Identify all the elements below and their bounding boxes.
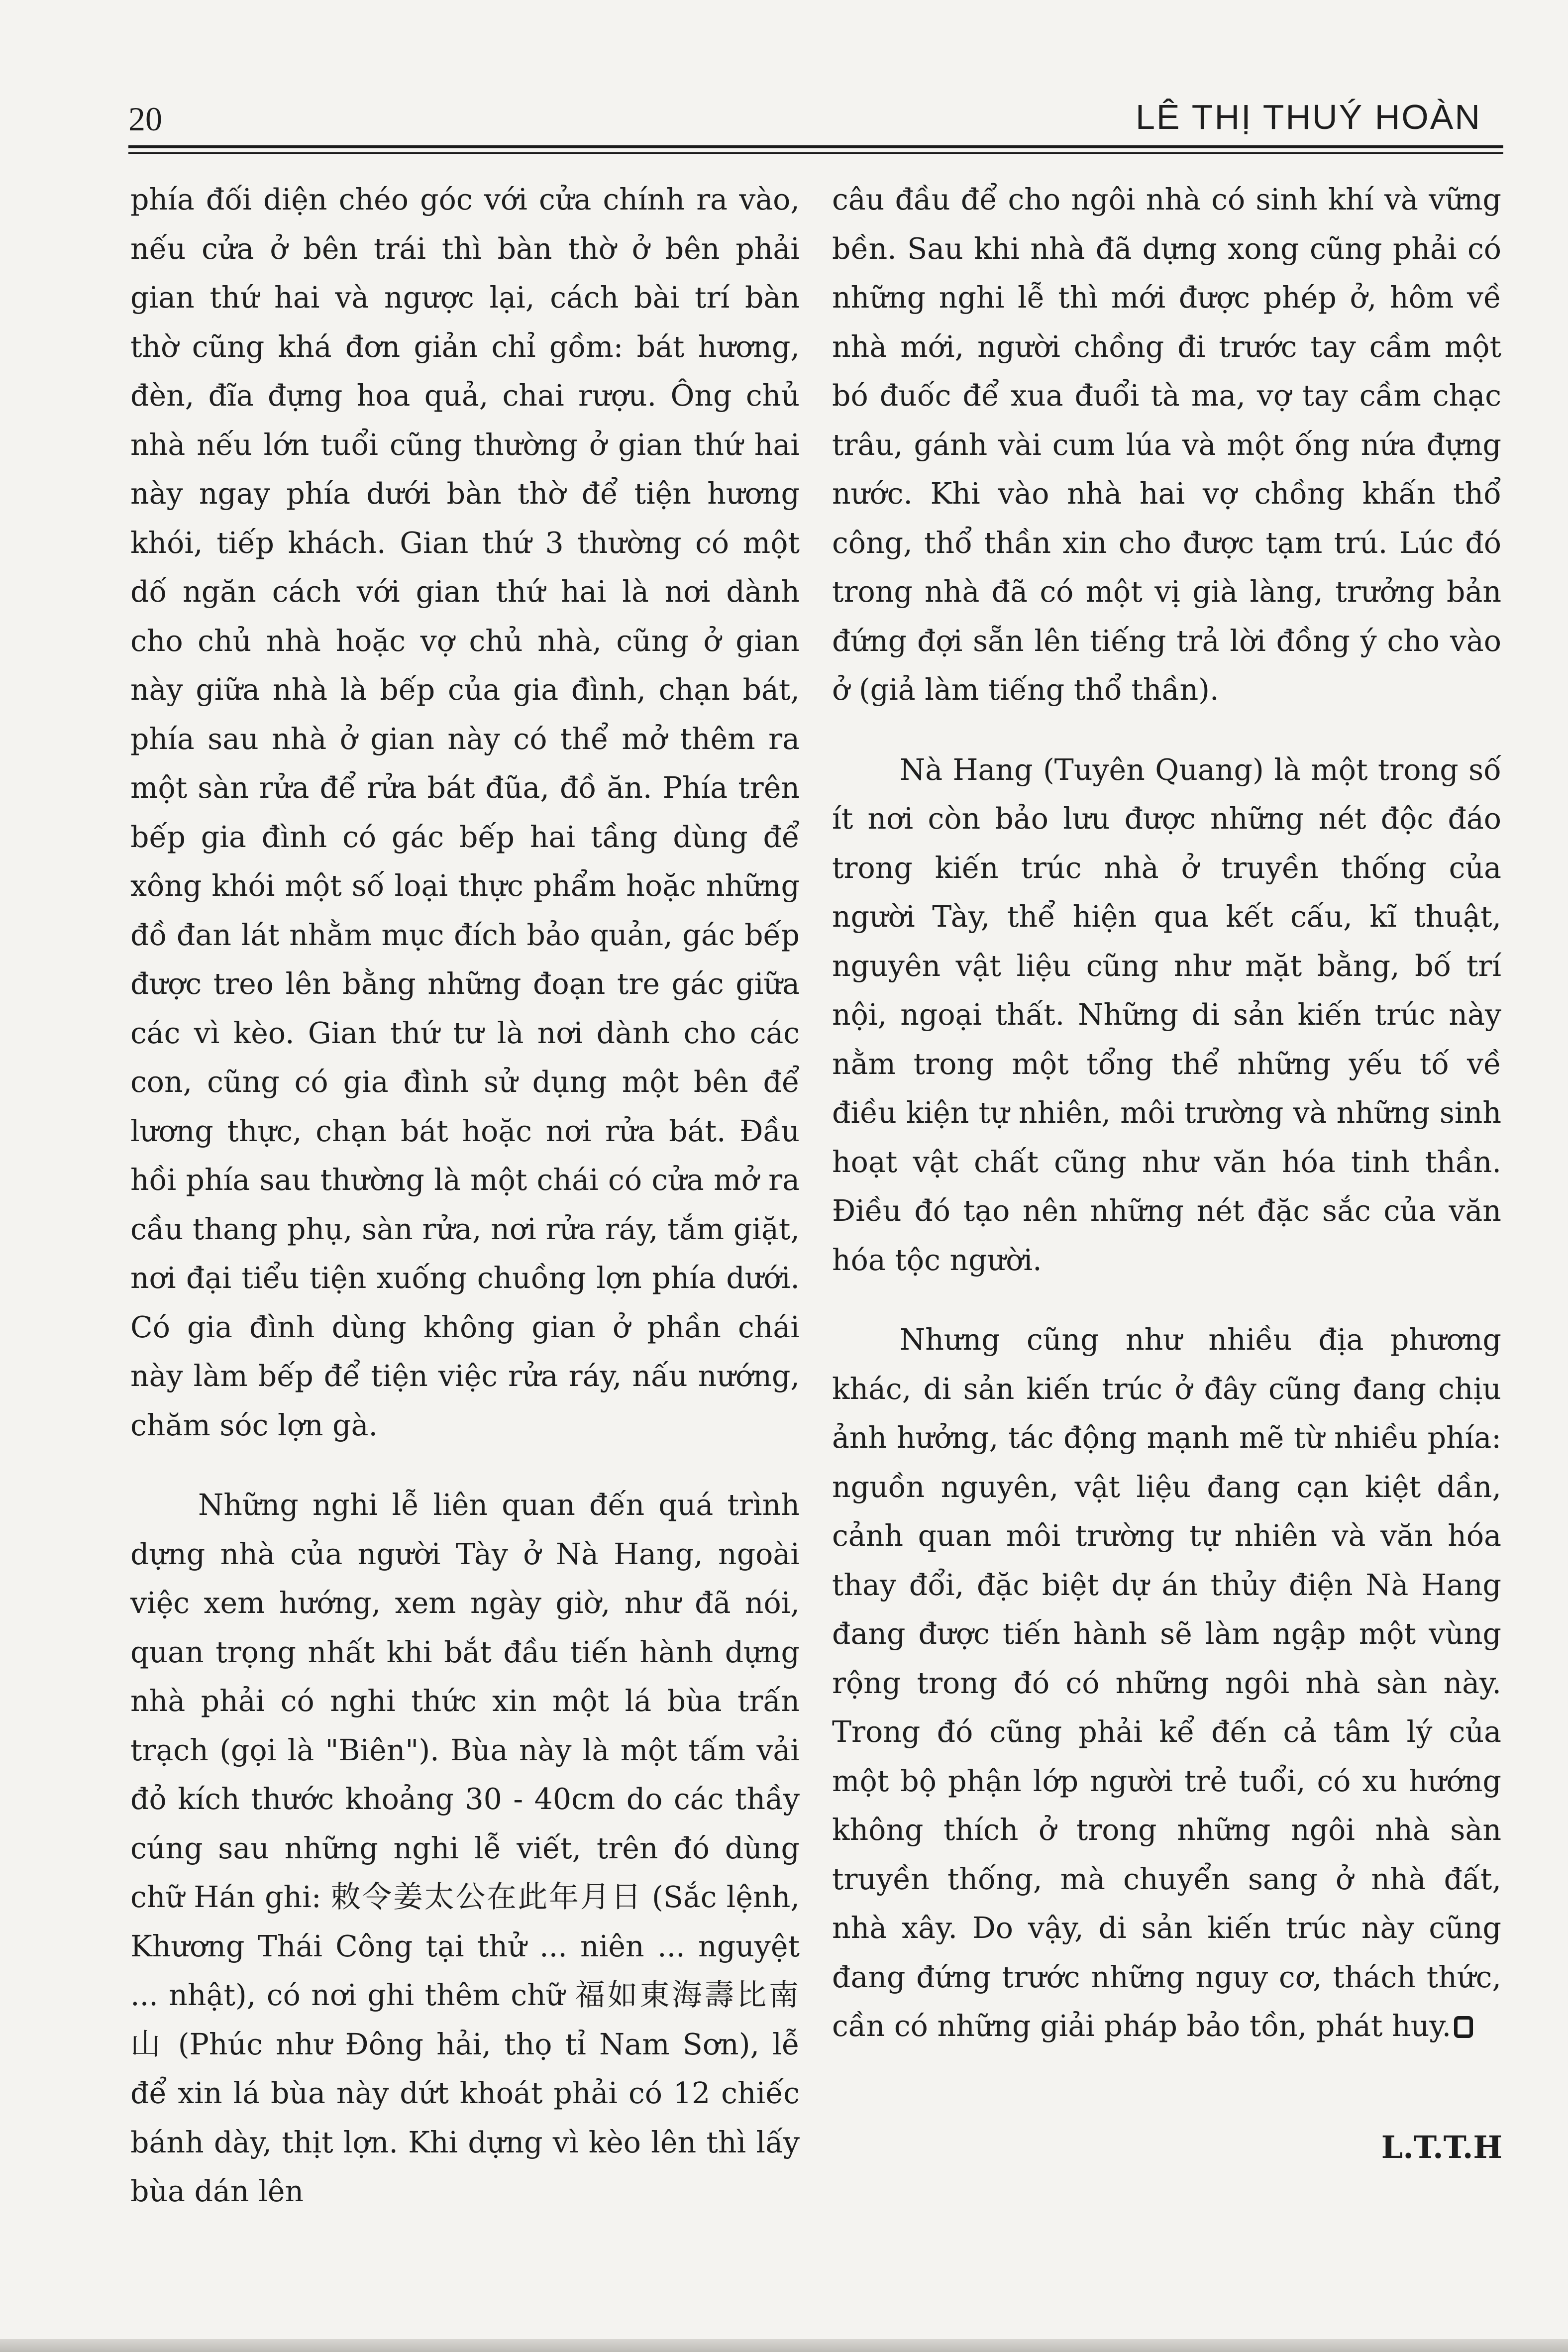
right-column [832,175,1501,2051]
left-paragraph-2-text-a: Những nghi lễ liên quan đến quá trình dựng nhà của người Tày ở Nà Hang, ngoài việc xem hướng, xem ngày giờ, như đã nói, quan trọng nhất khi bắt đầu tiến hành dựng nhà phải có nghi thức xin một lá bùa trấn trạch (gọi là "Biên"). Bùa này là một tấm vải đỏ kích thước khoảng 30 - 40cm do các thầy cúng sau những nghi lễ viết, trên đó dùng chữ Hán ghi: [130,1488,800,1914]
right-paragraph-1: câu đầu để cho ngôi nhà có sinh khí và vững bền. Sau khi nhà đã dựng xong cũng phải có những nghi lễ thì mới được phép ở, hôm về nhà mới, người chồng đi trước tay cầm một bó đuốc để xua đuổi tà ma, vợ tay cầm chạc trâu, gánh vài cum lúa và một ống nứa đựng nước. Khi vào nhà hai vợ chồng khấn thổ công, thổ thần xin cho được tạm trú. Lúc đó trong nhà đã có một vị già làng, trưởng bản đứng đợi sẵn lên tiếng trả lời đồng ý cho vào ở (giả làm tiếng thổ thần). [832,183,1501,707]
right-paragraph-3-text: Nhưng cũng như nhiều địa phương khác, di sản kiến trúc ở đây cũng đang chịu ảnh hưởng, tác động mạnh mẽ từ nhiều phía: nguồn nguyên, vật liệu đang cạn kiệt dần, cảnh quan môi trường tự nhiên và văn hóa thay đổi, đặc biệt dự án thủy điện Nà Hang đang được tiến hành sẽ làm ngập một vùng rộng trong đó có những ngôi nhà sàn này. Trong đó cũng phải kể đến cả tâm lý của một bộ phận lớp người trẻ tuổi, có xu hướng không thích ở trong những ngôi nhà sàn truyền thống, mà chuyển sang ở nhà đất, nhà xây. Do vậy, di sản kiến trúc này cũng đang đứng trước những nguy cơ, thách thức, cần có những giải pháp bảo tồn, phát huy. [832,1323,1501,2043]
left-paragraph-2-text-b: (Sắc lệnh, Khương Thái Công tại thử ... niên ... nguyệt ... nhật), có nơi ghi thêm chữ [130,1880,800,2012]
chinese-inscription-1: 敕令姜太公在此年月日 [330,1880,642,1915]
running-head-author: LÊ THỊ THUÝ HOÀN [1136,98,1481,136]
scan-bottom-edge [0,2339,1568,2352]
chinese-inscription-2: 福如東海壽比南山 [130,1978,800,2062]
left-paragraph-1: phía đối diện chéo góc với cửa chính ra vào, nếu cửa ở bên trái thì bàn thờ ở bên phải gian thứ hai và ngược lại, cách bài trí bàn thờ cũng khá đơn giản chỉ gồm: bát hương, đèn, đĩa đựng hoa quả, chai rượu. Ông chủ nhà nếu lớn tuổi cũng thường ở gian thứ hai này ngay phía dưới bàn thờ để tiện hương khói, tiếp khách. Gian thứ 3 thường có một dố ngăn cách với gian thứ hai là nơi dành cho chủ nhà hoặc vợ chủ nhà, cũng ở gian này giữa nhà là bếp của gia đình, chạn bát, phía sau nhà ở gian này có thể mở thêm ra một sàn rửa để rửa bát đũa, đồ ăn. Phía trên bếp gia đình có gác bếp hai tầng dùng để xông khói một số loại thực phẩm hoặc những đồ đan lát nhằm mục đích bảo quản, gác bếp được treo lên bằng những đoạn tre gác giữa các vì kèo. Gian thứ tư là nơi dành cho các con, cũng có gia đình sử dụng một bên để lương thực, chạn bát hoặc nơi rửa bát. Đầu hồi phía sau thường là một chái có cửa mở ra cầu thang phụ, sàn rửa, nơi rửa ráy, tắm giặt, nơi đại tiểu tiện xuống chuồng lợn phía dưới. Có gia đình dùng không gian ở phần chái này làm bếp để tiện việc rửa ráy, nấu nướng, chăm sóc lợn gà. [130,183,800,1442]
page-number: 20 [128,100,162,138]
right-paragraph-3 [832,1315,1501,2051]
left-column [130,175,800,2216]
left-paragraph-2 [130,1481,800,2216]
left-paragraph-2-text-c: (Phúc như Đông hải, thọ tỉ Nam Sơn), lễ để xin lá bùa này dứt khoát phải có 12 chiếc bánh dày, thịt lợn. Khi dựng vì kèo lên thì lấy bùa dán lên [130,2027,800,2208]
author-initials: L.T.T.H [1381,2129,1502,2165]
right-paragraph-2: Nà Hang (Tuyên Quang) là một trong số ít nơi còn bảo lưu được những nét độc đáo trong kiến trúc nhà ở truyền thống của người Tày, thể hiện qua kết cấu, kĩ thuật, nguyên vật liệu cũng như mặt bằng, bố trí nội, ngoại thất. Những di sản kiến trúc này nằm trong một tổng thể những yếu tố về điều kiện tự nhiên, môi trường và những sinh hoạt vật chất cũng như văn hóa tinh thần. Điều đó tạo nên những nét đặc sắc của văn hóa tộc người. [832,752,1501,1277]
end-of-article-mark [1454,2016,1473,2038]
header-rule [128,145,1503,154]
